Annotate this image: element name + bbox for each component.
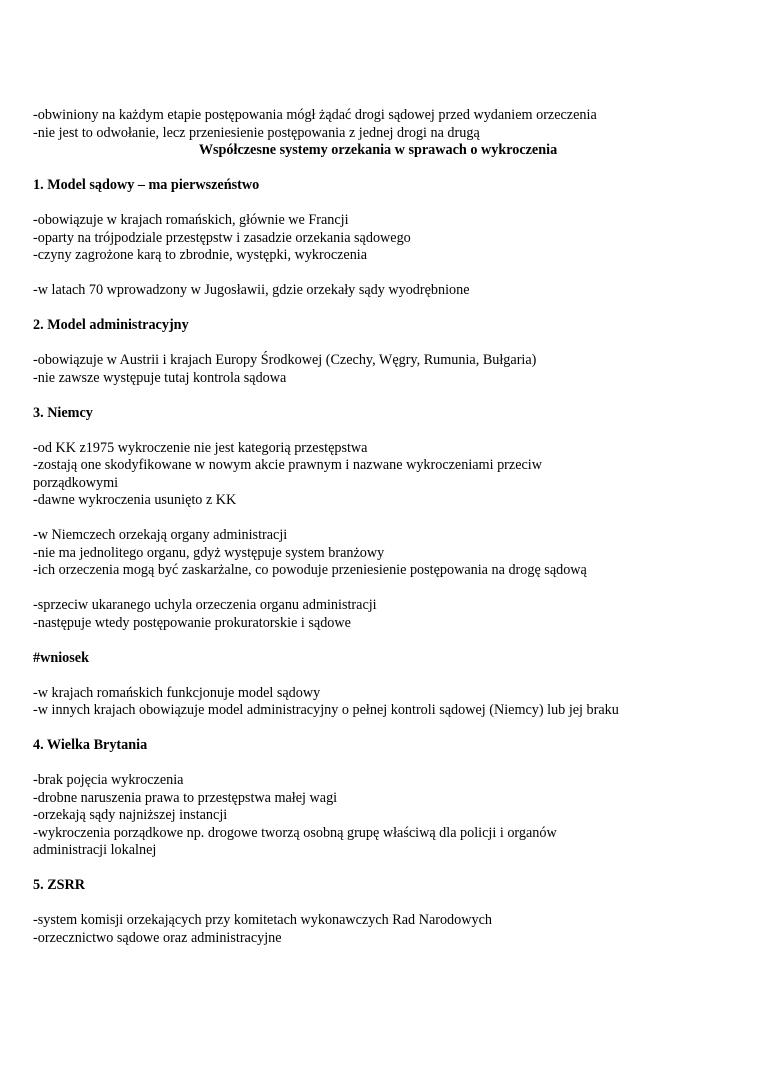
bullet-line: -system komisji orzekających przy komitetach wykonawczych Rad Narodowych	[33, 912, 492, 928]
spacer	[33, 510, 723, 528]
bullet-line: -wykroczenia porządkowe np. drogowe tworzą osobną grupę właściwą dla policji i organów administracji lokalnej	[33, 824, 557, 858]
spacer	[33, 387, 723, 405]
section-heading: 3. Niemcy	[33, 404, 93, 421]
spacer	[33, 632, 723, 650]
spacer	[33, 265, 723, 283]
spacer	[33, 860, 723, 878]
spacer	[33, 335, 723, 353]
bullet-line: -zostają one skodyfikowane w nowym akcie prawnym i nazwane wykroczeniami przeciw porządkowymi	[33, 457, 542, 491]
spacer	[33, 580, 723, 598]
bullet-line: -w Niemczech orzekają organy administracji	[33, 527, 288, 543]
bullet-line: -w innych krajach obowiązuje model administracyjny o pełnej kontroli sądowej (Niemcy) lub jej braku	[33, 702, 619, 718]
bullet-line: -nie zawsze występuje tutaj kontrola sądowa	[33, 369, 287, 386]
spacer	[33, 755, 723, 773]
bullet-line: -nie ma jednolitego organu, gdyż występuje system branżowy	[33, 544, 385, 561]
bullet-line: -w krajach romańskich funkcjonuje model sądowy	[33, 684, 321, 701]
section-heading: 1. Model sądowy – ma pierwszeństwo	[33, 177, 260, 193]
bullet-line: -orzekają sądy najniższej instancji	[33, 807, 228, 823]
section-heading: 5. ZSRR	[33, 877, 86, 893]
spacer	[33, 720, 723, 738]
section-heading: 2. Model administracyjny	[33, 317, 189, 333]
bullet-line: -w latach 70 wprowadzony w Jugosławii, gdzie orzekały sądy wyodrębnione	[33, 282, 470, 298]
spacer	[33, 422, 723, 440]
bullet-line: -dawne wykroczenia usunięto z KK	[33, 492, 237, 508]
document-body	[33, 107, 723, 947]
bullet-line: -orzecznictwo sądowe oraz administracyjne	[33, 929, 282, 946]
spacer	[33, 300, 723, 318]
bullet-line: -sprzeciw ukaranego uchyla orzeczenia organu administracji	[33, 597, 377, 613]
section-heading: 4. Wielka Brytania	[33, 737, 148, 753]
spacer	[33, 895, 723, 913]
bullet-line: -brak pojęcia wykroczenia	[33, 772, 184, 788]
intro-line: -obwiniony na każdym etapie postępowania mógł żądać drogi sądowej przed wydaniem orzeczenia	[33, 107, 597, 123]
spacer	[33, 160, 723, 178]
bullet-line: -obowiązuje w Austrii i krajach Europy Środkowej (Czechy, Węgry, Rumunia, Bułgaria)	[33, 352, 537, 368]
bullet-line: -od KK z1975 wykroczenie nie jest kategorią przestępstwa	[33, 439, 368, 456]
bullet-line: -obowiązuje w krajach romańskich, głównie we Francji	[33, 212, 349, 228]
spacer	[33, 195, 723, 213]
intro-line: -nie jest to odwołanie, lecz przeniesienie postępowania z jednej drogi na drugą	[33, 124, 480, 141]
bullet-line: -oparty na trójpodziale przestępstw i zasadzie orzekania sądowego	[33, 229, 411, 246]
bullet-line: -ich orzeczenia mogą być zaskarżalne, co powoduje przeniesienie postępowania na drogę sądową	[33, 562, 587, 578]
section-heading: #wniosek	[33, 649, 89, 666]
bullet-line: -następuje wtedy postępowanie prokuratorskie i sądowe	[33, 614, 351, 631]
document-title: Współczesne systemy orzekania w sprawach o wykroczenia	[198, 142, 558, 158]
bullet-line: -czyny zagrożone karą to zbrodnie, występki, wykroczenia	[33, 247, 368, 263]
bullet-line: -drobne naruszenia prawa to przestępstwa małej wagi	[33, 789, 338, 806]
spacer	[33, 667, 723, 685]
